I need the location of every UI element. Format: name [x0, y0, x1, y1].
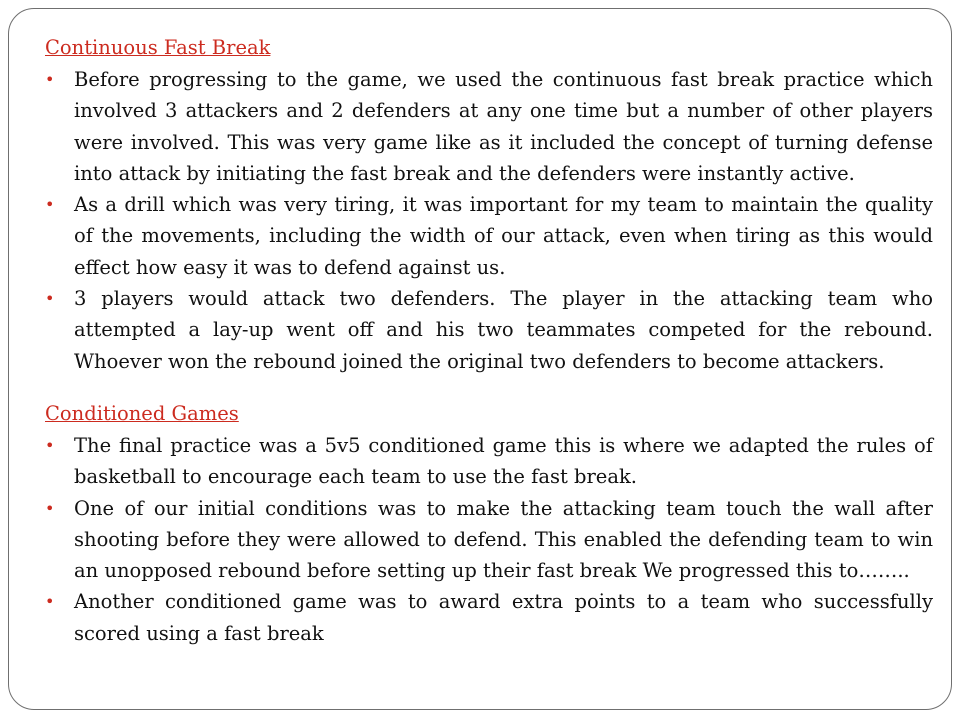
bullet-icon: •	[45, 195, 55, 215]
section-conditioned-games	[45, 397, 933, 649]
section-heading: Conditioned Games	[45, 401, 239, 425]
bullet-icon: •	[45, 498, 55, 518]
list-item-text: 3 players would attack two defenders. The player in the attacking team who attempted a lay-up went off and his two teammates competed for the rebound. Whoever won the rebound joined the original two defenders to become attackers.	[74, 287, 933, 373]
list-item	[45, 283, 933, 377]
list-item	[45, 189, 933, 283]
list-item	[45, 430, 933, 493]
list-item-text: Before progressing to the game, we used the continuous fast break practice which involved 3 attackers and 2 defenders at any one time but a number of other players were involved. This was very game like as it included the concept of turning defense into attack by initiating the fast break and the defenders were instantly active.	[74, 68, 933, 185]
bullet-icon: •	[45, 70, 55, 89]
bullet-icon: •	[45, 592, 55, 612]
list-item-text: Another conditioned game was to award extra points to a team who successfully scored using a fast break	[74, 590, 933, 645]
bullet-list	[45, 430, 933, 649]
section-spacer	[45, 377, 933, 397]
bullet-icon: •	[45, 289, 55, 309]
slide-content	[45, 31, 933, 649]
slide-frame	[8, 8, 952, 710]
section-continuous-fast-break	[45, 31, 933, 377]
bullet-list	[45, 64, 933, 377]
list-item-text: One of our initial conditions was to make the attacking team touch the wall after shooting before they were allowed to defend. This enabled the defending team to win an unopposed rebound before setting up their fast break We progressed this to……..	[74, 496, 933, 583]
list-item-text: The final practice was a 5v5 conditioned game this is where we adapted the rules of basketball to encourage each team to use the fast break.	[74, 433, 933, 489]
list-item	[45, 493, 933, 587]
list-item	[45, 586, 933, 649]
list-item-text: As a drill which was very tiring, it was important for my team to maintain the quality of the movements, including the width of our attack, even when tiring as this would effect how easy it was to defend against us.	[74, 193, 933, 279]
list-item	[45, 64, 933, 189]
section-heading: Continuous Fast Break	[45, 36, 271, 59]
bullet-icon: •	[45, 435, 55, 455]
